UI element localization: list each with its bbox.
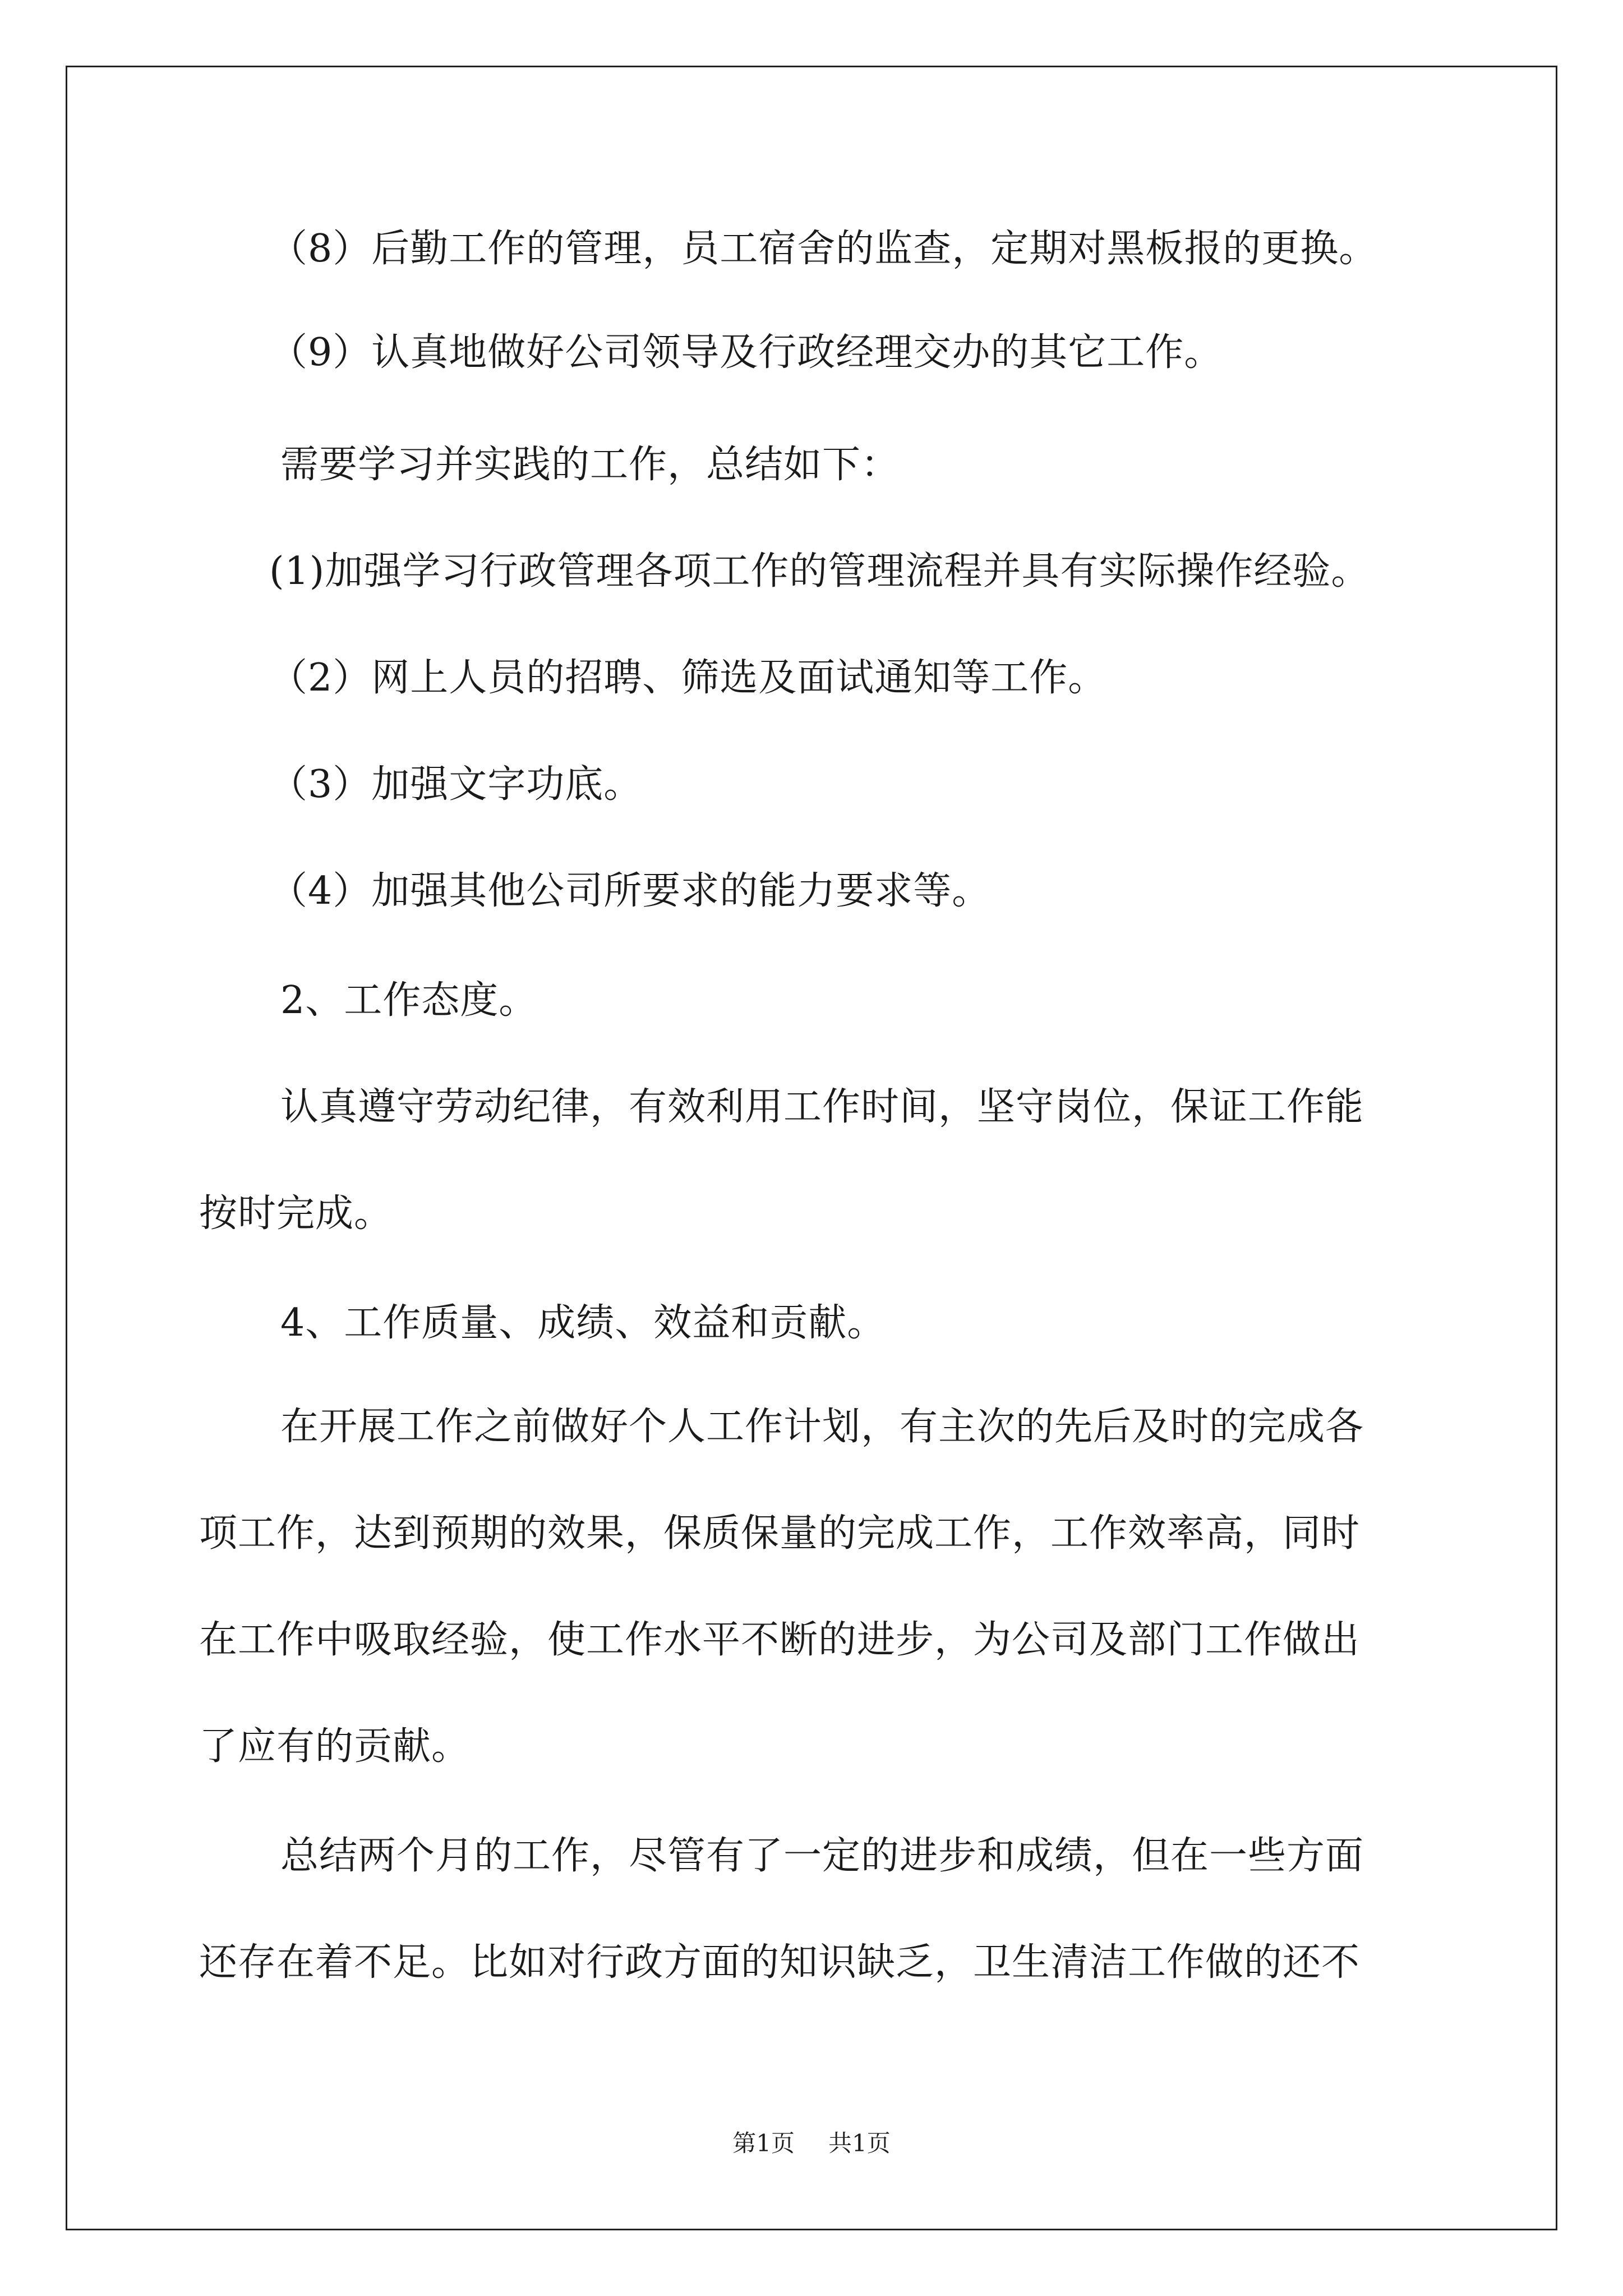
page-border	[66, 66, 1557, 2230]
paragraph-quality-line-1: 在开展工作之前做好个人工作计划，有主次的先后及时的完成各	[280, 1405, 1364, 1449]
page-footer	[0, 2129, 1623, 2157]
learn-item-4: （4）加强其他公司所要求的能力要求等。	[269, 869, 991, 913]
paragraph-attitude-line-2: 按时完成。	[199, 1191, 393, 1236]
paragraph-quality-line-4: 了应有的贡献。	[199, 1724, 471, 1769]
learn-item-3: （3）加强文字功底。	[269, 762, 643, 807]
list-item-8: （8）后勤工作的管理，员工宿舍的监查，定期对黑板报的更换。	[269, 227, 1378, 271]
list-item-9: （9）认真地做好公司领导及行政经理交办的其它工作。	[269, 330, 1223, 375]
page-total: 共1页	[828, 2129, 891, 2157]
learn-item-2: （2）网上人员的招聘、筛选及面试通知等工作。	[269, 656, 1107, 700]
section-intro: 需要学习并实践的工作，总结如下：	[280, 443, 900, 487]
paragraph-quality-line-3: 在工作中吸取经验，使工作水平不断的进步，为公司及部门工作做出	[199, 1618, 1361, 1662]
learn-item-1: (1)加强学习行政管理各项工作的管理流程并具有实际操作经验。	[269, 549, 1370, 593]
paragraph-attitude-line-1: 认真遵守劳动纪律，有效利用工作时间，坚守岗位，保证工作能	[280, 1085, 1364, 1129]
section-heading-attitude: 2、工作态度。	[280, 978, 538, 1023]
paragraph-summary-line-2: 还存在着不足。比如对行政方面的知识缺乏，卫生清洁工作做的还不	[199, 1940, 1361, 1985]
section-heading-quality: 4、工作质量、成绩、效益和贡献。	[280, 1301, 886, 1345]
page-number: 第1页	[732, 2129, 795, 2157]
paragraph-summary-line-1: 总结两个月的工作，尽管有了一定的进步和成绩，但在一些方面	[280, 1834, 1364, 1878]
paragraph-quality-line-2: 项工作，达到预期的效果，保质保量的完成工作，工作效率高，同时	[199, 1511, 1361, 1556]
